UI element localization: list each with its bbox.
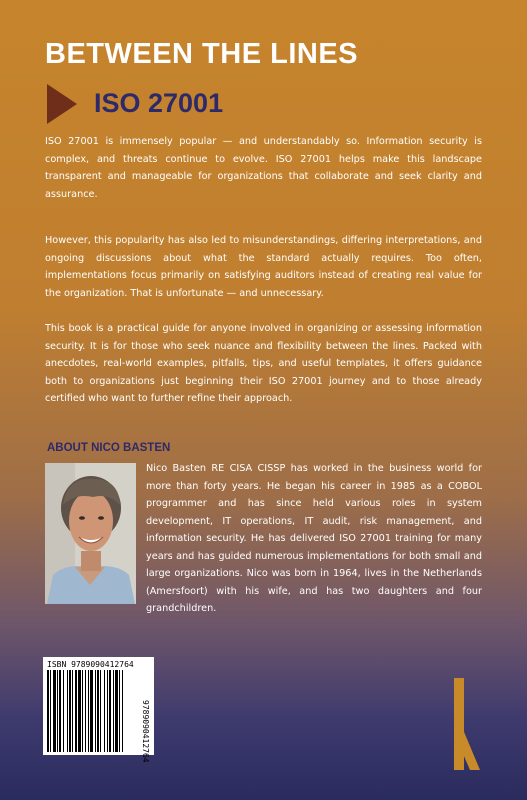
triangle-right-icon (47, 84, 77, 124)
barcode-bar (53, 670, 56, 752)
barcode-bar (72, 670, 73, 752)
blurb-paragraph-1: ISO 27001 is immensely popular — and understandably so. Information security is complex, and threats continue to evolve. ISO 27001 helps make this landscape transparent and manageable for organizations that collaborate and seek clarity and assurance. (45, 136, 482, 200)
author-photo (45, 463, 136, 604)
barcode-bar (59, 670, 61, 752)
barcode-bar (88, 670, 89, 752)
barcode-bar (67, 670, 68, 752)
barcode-bar (95, 670, 96, 752)
barcode-bar (82, 670, 83, 752)
barcode-bar (78, 670, 81, 752)
barcode-bar (119, 670, 120, 752)
barcode-bar (75, 670, 77, 752)
barcode-bar (122, 670, 123, 752)
blurb-paragraph-2: However, this popularity has also led to misunderstandings, differing interpretations, and ongoing discussions about what the standard actually requires. Too often, implementations focus primarily on satisfying auditors instead of creating real value for the organization. That is unfortunate — and unnecessary. (45, 235, 482, 299)
publisher-logo-icon (440, 678, 485, 774)
barcode-bar (47, 670, 49, 752)
barcode-bar (50, 670, 51, 752)
barcode-bar (100, 670, 101, 752)
blurb-paragraph-3: This book is a practical guide for anyone involved in organizing or assessing information security. It is for those who seek nuance and flexibility between the lines. Packed with anecdotes, real-world examples, pitfalls, tips, and useful templates, it offers guidance both to organizations just beginning their ISO 27001 journey and to those already certified who want to further refine their approach. (45, 323, 482, 404)
cover-subtitle: ISO 27001 (94, 88, 224, 118)
barcode (43, 657, 154, 755)
barcode-bar (90, 670, 93, 752)
barcode-bar (107, 670, 108, 752)
barcode-bar (113, 670, 114, 752)
barcode-bar (69, 670, 71, 752)
barcode-bar (115, 670, 118, 752)
barcode-bar (104, 670, 105, 752)
isbn-label: ISBN 9789090412764 (47, 660, 134, 669)
barcode-bar (63, 670, 64, 752)
cover-title: BETWEEN THE LINES (45, 38, 359, 70)
author-bio: Nico Basten RE CISA CISSP has worked in the business world for more than forty years. He began his career in 1985 as a COBOL programmer and has since held various roles in system development, IT operations, IT audit, risk management, and information security. He has delivered ISO 27001 training for many years and has guided numerous implementations for both small and large organizations. Nico was born in 1964, lives in the Netherlands (Amersfoort) with his wife, and has two daughters and four grandchildren. (146, 463, 482, 614)
barcode-bar (85, 670, 86, 752)
barcode-bar (109, 670, 111, 752)
barcode-bar (97, 670, 99, 752)
isbn-digits: 9789090412764 (141, 700, 150, 763)
barcode-bar (57, 670, 58, 752)
about-heading: ABOUT NICO BASTEN (47, 442, 171, 454)
barcode-bars (47, 670, 147, 752)
